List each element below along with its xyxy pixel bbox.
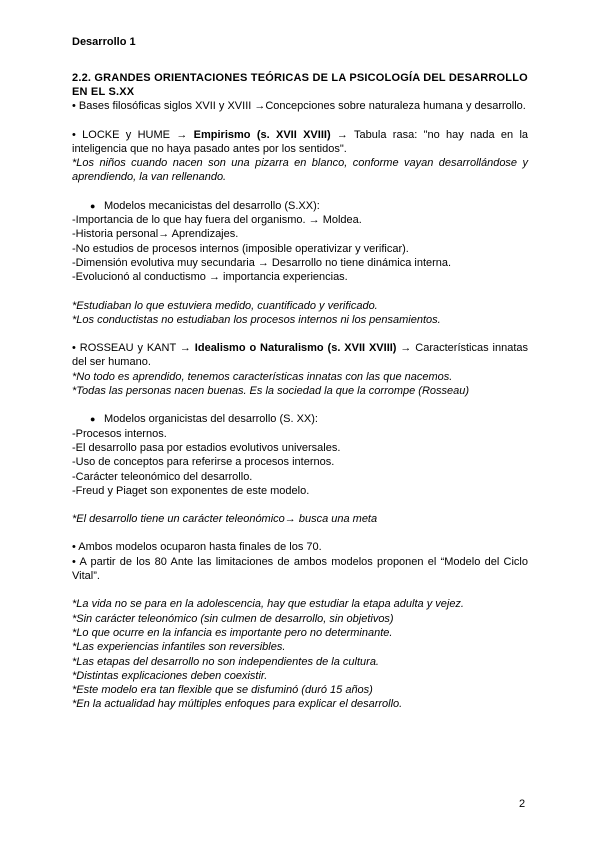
- document-header: Desarrollo 1: [72, 36, 136, 48]
- rosseau-note: *Todas las personas nacen buenas. Es la sociedad la que la corrompe (Rosseau): [72, 385, 470, 398]
- organicistas-item: -El desarrollo pasa por estadios evolutivos universales.: [72, 441, 341, 454]
- organicistas-item: -Carácter teleonómico del desarrollo.: [72, 470, 253, 483]
- mecanicistas-item: -Dimensión evolutiva muy secundaria → Desarrollo no tiene dinámica interna.: [72, 256, 452, 269]
- organicistas-title: [72, 412, 528, 426]
- ambos-bullet: • Ambos modelos ocuparon hasta finales de los 70.: [72, 541, 322, 554]
- ciclo-note: *La vida no se para en la adolescencia, hay que estudiar la etapa adulta y vejez.: [72, 598, 464, 611]
- ciclo-note: *Lo que ocurre en la infancia es importante pero no determinante.: [72, 626, 393, 639]
- section-title: 2.2. GRANDES ORIENTACIONES TEÓRICAS DE LA PSICOLOGÍA DEL DESARROLLO EN EL S.XX: [72, 72, 528, 99]
- locke-empirismo: Empirismo (s. XVII XVIII): [193, 128, 331, 141]
- ciclo-note: *Este modelo era tan flexible que se disfuminó (duró 15 años): [72, 684, 373, 697]
- mecanicistas-title: [72, 199, 528, 213]
- rosseau-prefix: • ROSSEAU y KANT →: [72, 342, 195, 355]
- mecanicistas-item: -Historia personal→ Aprendizajes.: [72, 228, 239, 241]
- organicistas-item: -Procesos internos.: [72, 427, 167, 440]
- rosseau-note: *No todo es aprendido, tenemos características innatas con las que nacemos.: [72, 370, 453, 383]
- organicistas-title-text: Modelos organicistas del desarrollo (S. XX):: [104, 413, 318, 426]
- ciclo-note: *Sin carácter teleonómico (sin culmen de desarrollo, sin objetivos): [72, 612, 394, 625]
- page-content: [72, 35, 528, 712]
- organicistas-note: *El desarrollo tiene un carácter teleonómico→ busca una meta: [72, 513, 378, 526]
- page-number: 2: [519, 798, 526, 810]
- ciclo-note: *Distintas explicaciones deben coexistir.: [72, 669, 268, 682]
- rosseau-paragraph: [72, 341, 528, 370]
- mecanicistas-item: -Evolucionó al conductismo → importancia experiencias.: [72, 271, 348, 284]
- mecanicistas-note: *Los conductistas no estudiaban los procesos internos ni los pensamientos.: [72, 313, 441, 326]
- mecanicistas-item: -Importancia de lo que hay fuera del organismo. → Moldea.: [72, 214, 362, 227]
- ciclo-note: *Las etapas del desarrollo no son independientes de la cultura.: [72, 655, 379, 668]
- ciclo-note: *Las experiencias infantiles son reversibles.: [72, 641, 286, 654]
- intro-bullet: • Bases filosóficas siglos XVII y XVIII →Concepciones sobre naturaleza humana y desarrollo.: [72, 100, 526, 113]
- mecanicistas-title-text: Modelos mecanicistas del desarrollo (S.XX):: [104, 199, 320, 212]
- locke-note: *Los niños cuando nacen son una pizarra en blanco, conforme vayan desarrollándose y aprendiendo, la van rellenando.: [72, 157, 528, 184]
- locke-prefix: • LOCKE y HUME →: [72, 128, 194, 141]
- mecanicistas-note: *Estudiaban lo que estuviera medido, cuantificado y verificado.: [72, 299, 378, 312]
- organicistas-item: -Uso de conceptos para referirse a procesos internos.: [72, 456, 335, 469]
- ciclo-note: *En la actualidad hay múltiples enfoques para explicar el desarrollo.: [72, 698, 403, 711]
- locke-suffix: → Tabula rasa: "no hay nada en la inteligencia que no haya pasado antes por los sentidos".: [72, 128, 529, 155]
- ambos-bullet: • A partir de los 80 Ante las limitaciones de ambos modelos proponen el “Modelo del Ciclo Vital”.: [72, 555, 528, 583]
- locke-paragraph: [72, 128, 528, 157]
- bullet-icon: ●: [90, 414, 96, 425]
- bullet-icon: ●: [90, 200, 96, 211]
- rosseau-idealismo: Idealismo o Naturalismo (s. XVII XVIII): [194, 342, 397, 355]
- rosseau-suffix: → Características innatas del ser humano.: [72, 342, 528, 369]
- organicistas-item: -Freud y Piaget son exponentes de este modelo.: [72, 484, 310, 497]
- mecanicistas-item: -No estudios de procesos internos (imposible operativizar y verificar).: [72, 242, 409, 255]
